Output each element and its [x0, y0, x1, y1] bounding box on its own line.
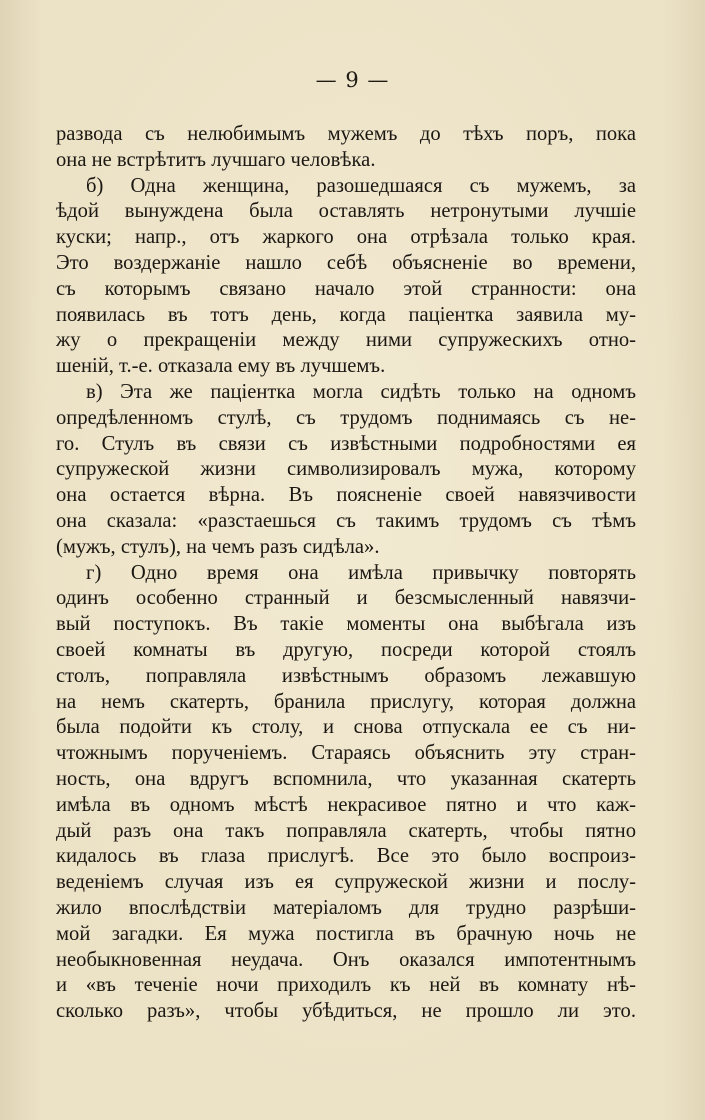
page-number: — 9 —	[315, 68, 390, 92]
text-line: ность, она вдругъ вспомнила, что указанная скатерть	[56, 767, 636, 790]
text-line: б) Одна женщина, разошедшаяся съ мужемъ, за	[86, 174, 636, 197]
text-line: жило впослѣдствіи матеріаломъ для трудно разрѣши-	[56, 896, 636, 919]
text-line: была подойти къ столу, и снова отпускала ее съ ни-	[56, 716, 636, 739]
text-line: она остается вѣрна. Въ поясненіе своей навязчивости	[56, 484, 636, 507]
text-line: необыкновенная неудача. Онъ оказался импотентнымъ	[56, 948, 636, 971]
text-line: шеній, т.-е. отказала ему въ лучшемъ.	[56, 355, 386, 378]
text-line: (мужъ, стулъ), на чемъ разъ сидѣла».	[56, 535, 380, 558]
text-line: опредѣленномъ стулѣ, съ трудомъ поднимаясь съ не-	[56, 406, 636, 429]
text-line: в) Эта же паціентка могла сидѣть только на одномъ	[86, 380, 636, 403]
text-line: съ которымъ связано начало этой странности: она	[56, 277, 636, 300]
text-line: куски; напр., отъ жаркого она отрѣзала только края.	[56, 226, 636, 249]
text-line: на немъ скатерть, бранила прислугу, которая должна	[56, 690, 636, 713]
text-line: го. Стулъ въ связи съ извѣстными подробностями ея	[56, 432, 636, 455]
text-line: сколько разъ», чтобы убѣдиться, не прошло ли это.	[56, 1000, 636, 1023]
text-line: чтожнымъ порученіемъ. Стараясь объяснить эту стран-	[56, 742, 636, 765]
body-text	[56, 122, 636, 1025]
text-line: она не встрѣтитъ лучшаго человѣка.	[56, 148, 376, 171]
text-line: она сказала: «разстаешься съ такимъ трудомъ съ тѣмъ	[56, 509, 636, 532]
text-line: развода съ нелюбимымъ мужемъ до тѣхъ поръ, пока	[56, 123, 636, 145]
text-line: жу о прекращеніи между ними супружескихъ отно-	[56, 329, 636, 352]
text-line: супружеской жизни символизировалъ мужа, которому	[56, 458, 636, 481]
text-line: вый поступокъ. Въ такіе моменты она выбѣгала изъ	[56, 613, 636, 636]
text-line: г) Одно время она имѣла привычку повторять	[86, 561, 636, 584]
text-line: кидалось въ глаза прислугѣ. Все это было воспроиз-	[56, 845, 636, 868]
text-line: своей комнаты въ другую, посреди которой стоялъ	[56, 638, 636, 661]
text-line: столъ, поправляла извѣстнымъ образомъ лежавшую	[56, 664, 636, 687]
text-line: мой загадки. Ея мужа постигла въ брачную ночь не	[56, 922, 636, 945]
text-line: одинъ особенно странный и безсмысленный навязчи-	[56, 587, 636, 610]
text-line: Это воздержаніе нашло себѣ объясненіе во времени,	[56, 251, 636, 274]
text-line: дый разъ она такъ поправляла скатерть, чтобы пятно	[56, 819, 636, 842]
text-line: появилась въ тотъ день, когда паціентка заявила му-	[56, 303, 636, 326]
text-line: и «въ теченіе ночи приходилъ къ ней въ комнату нѣ-	[56, 974, 636, 997]
text-line: веденіемъ случая изъ ея супружеской жизни и послу-	[56, 871, 636, 894]
text-line: ѣдой вынуждена была оставлять нетронутыми лучшіе	[56, 200, 636, 223]
text-line: имѣла въ одномъ мѣстѣ некрасивое пятно и что каж-	[56, 793, 636, 816]
